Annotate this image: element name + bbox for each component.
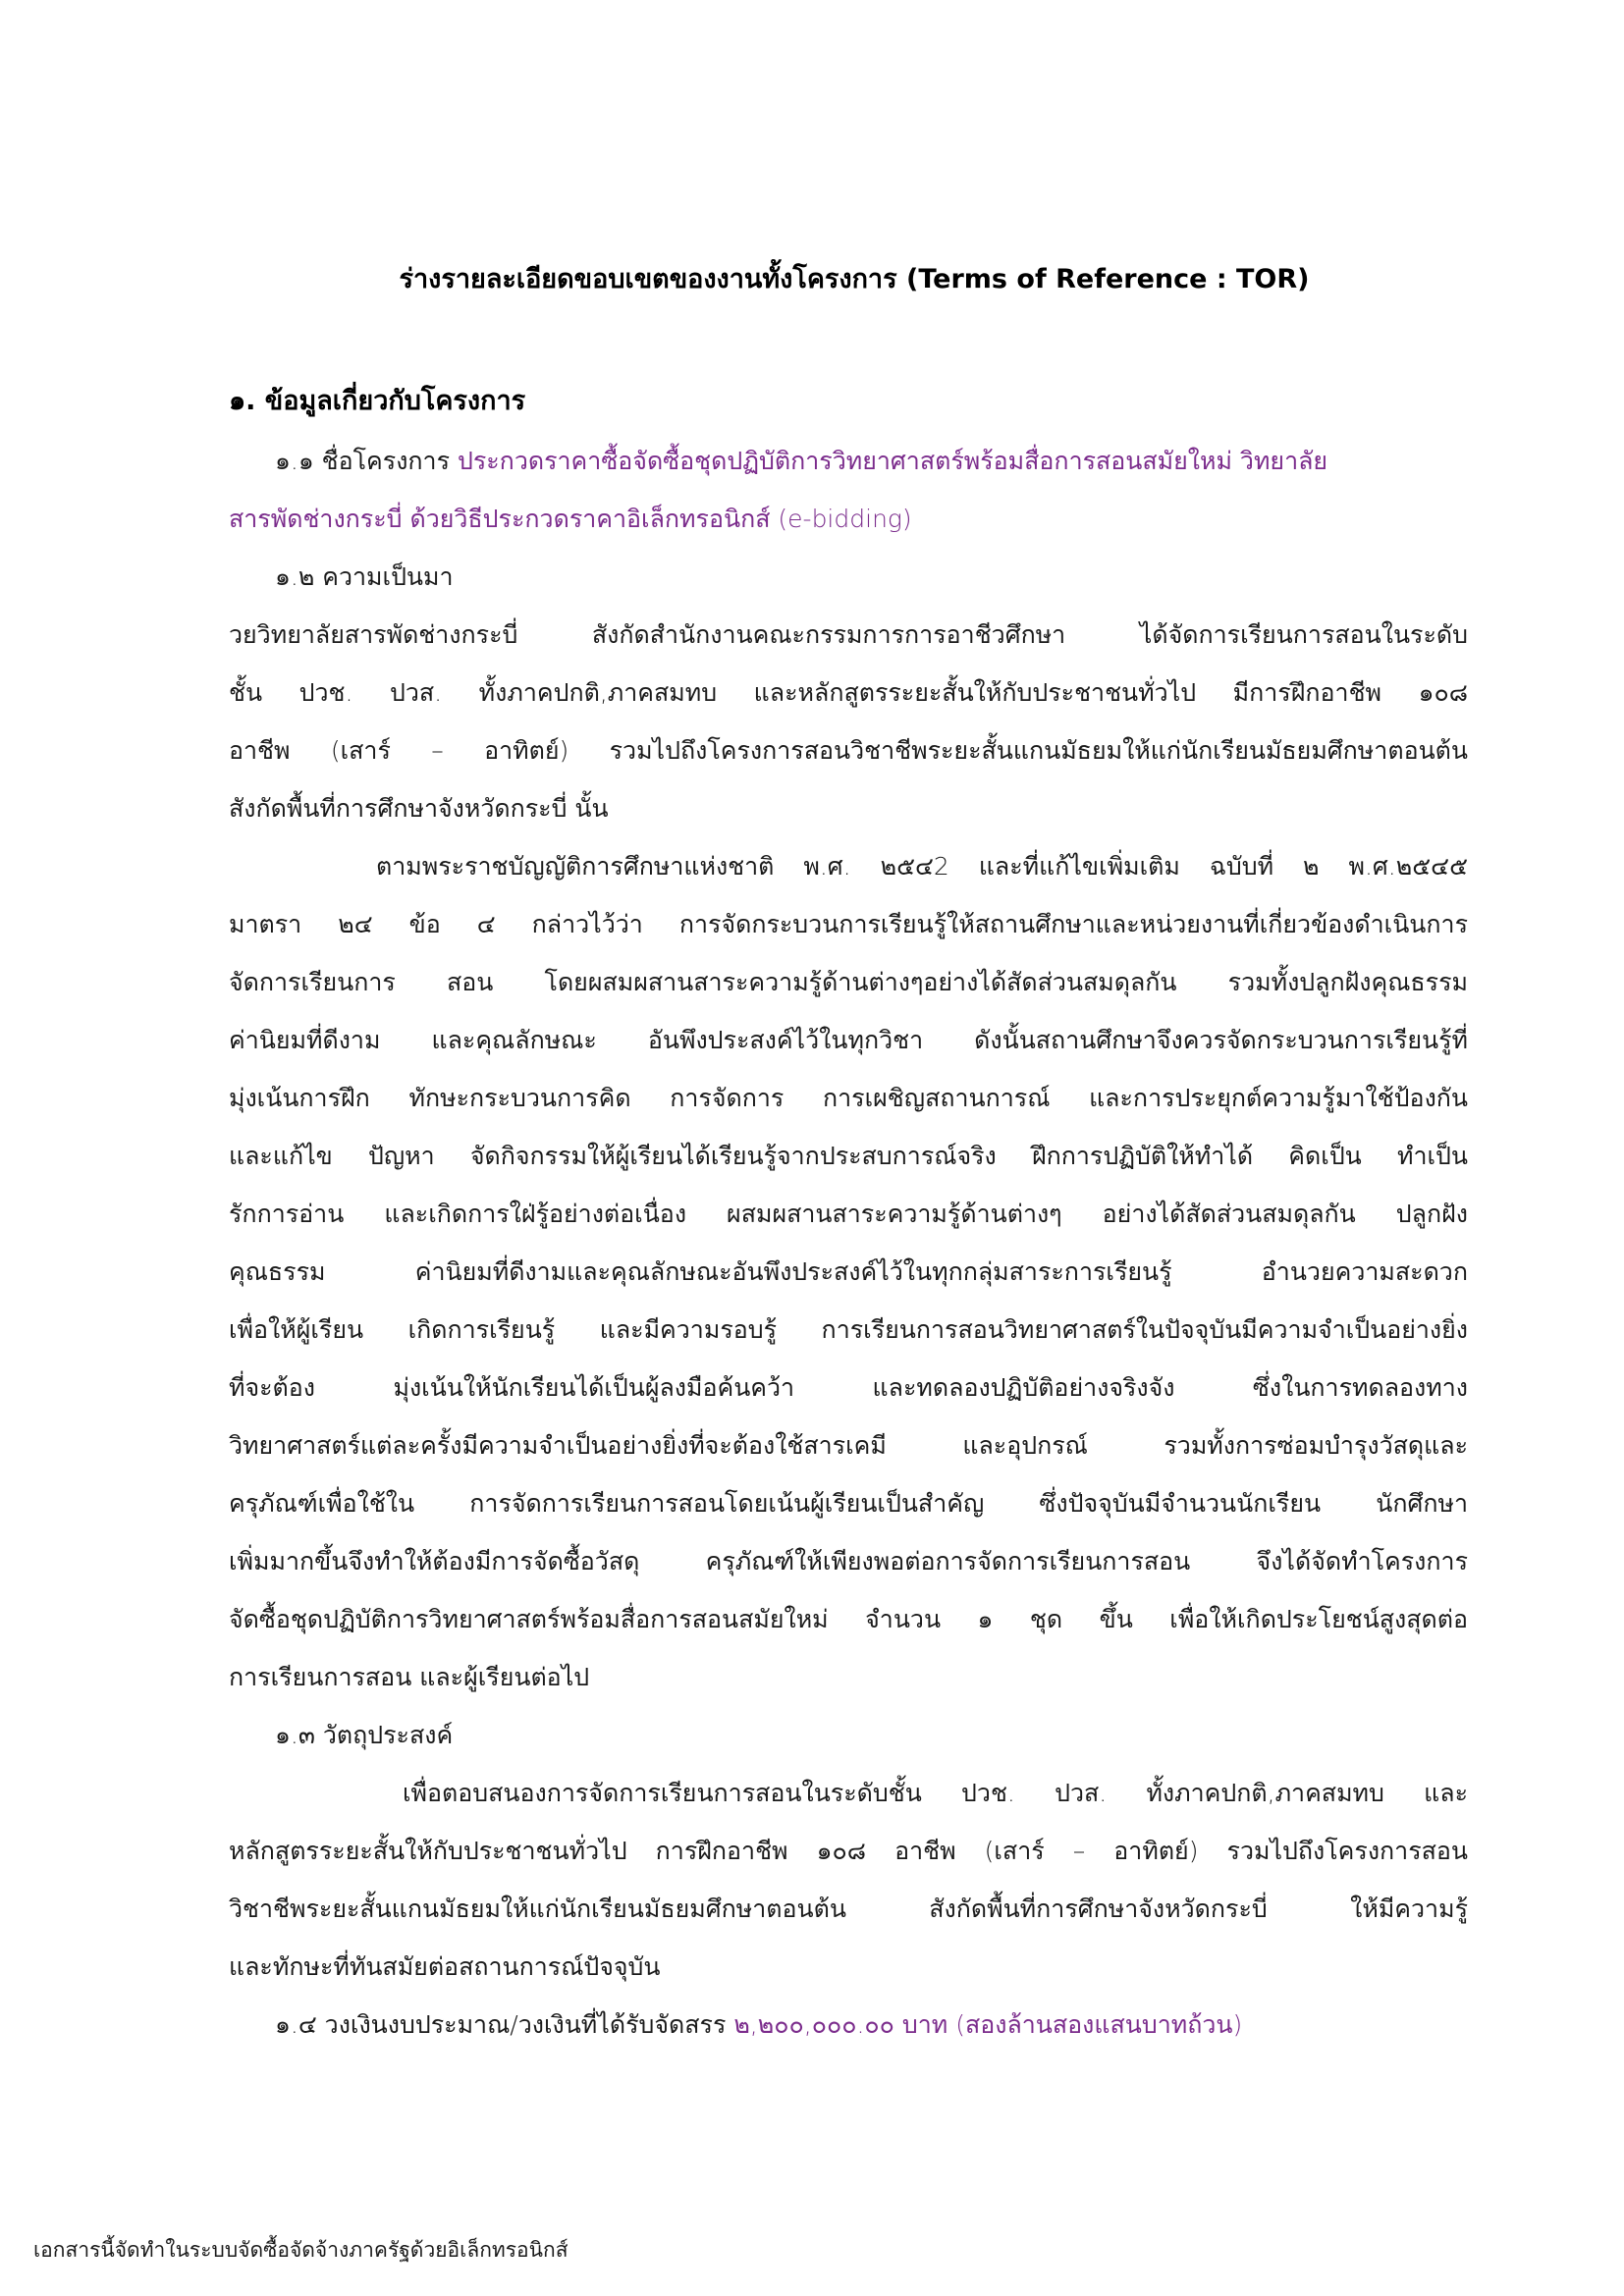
paragraph-line: รักการอ่าน และเกิดการใฝ่รู้อย่างต่อเนื่อง ผสมผสานสาระความรู้ด้านต่างๆ อย่างได้สัดส่วนสมดุลกัน ปลูกฝัง xyxy=(229,1200,1468,1228)
project-name-line xyxy=(275,439,1327,484)
objective-line: และทักษะที่ทันสมัยต่อสถานการณ์ปัจจุบัน xyxy=(229,1952,661,1981)
paragraph-line: ชั้น ปวช. ปวส. ทั้งภาคปกติ,ภาคสมทบ และหลักสูตรระยะสั้นให้กับประชาชนทั่วไป มีการฝึกอาชีพ ๑๐๘ xyxy=(229,678,1468,707)
paragraph-line: และแก้ไข ปัญหา จัดกิจกรรมให้ผู้เรียนได้เรียนรู้จากประสบการณ์จริง ฝึกการปฏิบัติให้ทำได้ คิดเป็น ทำเป็น xyxy=(229,1142,1468,1170)
paragraph-line: มาตรา ๒๔ ข้อ ๔ กล่าวไว้ว่า การจัดกระบวนการเรียนรู้ให้สถานศึกษาและหน่วยงานที่เกี่ยวข้องดำเนินการ xyxy=(229,910,1468,938)
budget-line xyxy=(275,2002,1242,2048)
section-heading-project-info: ๑. ข้อมูลเกี่ยวกับโครงการ xyxy=(229,386,526,416)
project-name-value-cont: สารพัดช่างกระบี่ ด้วยวิธีประกวดราคาอิเล็กทรอนิกส์ (e-bidding) xyxy=(229,505,912,533)
paragraph-line: สังกัดพื้นที่การศึกษาจังหวัดกระบี่ นั้น xyxy=(229,794,609,823)
objective-line: หลักสูตรระยะสั้นให้กับประชาชนทั่วไป การฝึกอาชีพ ๑๐๘ อาชีพ (เสาร์ – อาทิตย์) รวมไปถึงโครงการสอน xyxy=(229,1837,1468,1865)
objective-label: ๑.๓ วัตถุประสงค์ xyxy=(275,1721,454,1749)
paragraph-line: เพื่อให้ผู้เรียน เกิดการเรียนรู้ และมีความรอบรู้ การเรียนการสอนวิทยาศาสตร์ในปัจจุบันมีความจำเป็นอย่างยิ่ง xyxy=(229,1315,1468,1344)
paragraph-line: การเรียนการสอน และผู้เรียนต่อไป xyxy=(229,1663,590,1691)
document-footer: เอกสารนี้จัดทำในระบบจัดซื้อจัดจ้างภาครัฐด้วยอิเล็กทรอนิกส์ xyxy=(33,2238,568,2262)
paragraph-line: เพิ่มมากขึ้นจึงทำให้ต้องมีการจัดซื้อวัสดุ ครุภัณฑ์ให้เพียงพอต่อการจัดการเรียนการสอน จึงได้จัดทำโครงการ xyxy=(229,1547,1468,1575)
paragraph-line: ที่จะต้อง มุ่งเน้นให้นักเรียนได้เป็นผู้ลงมือค้นคว้า และทดลองปฏิบัติอย่างจริงจัง ซึ่งในการทดลองทาง xyxy=(229,1373,1468,1402)
paragraph-line: ค่านิยมที่ดีงาม และคุณลักษณะ อันพึงประสงค์ไว้ในทุกวิชา ดังนั้นสถานศึกษาจึงควรจัดกระบวนการเรียนรู้ที่ xyxy=(229,1026,1468,1054)
document-title: ร่างรายละเอียดขอบเขตของงานทั้งโครงการ (Terms of Reference : TOR) xyxy=(399,264,1310,294)
objective-line: วิชาชีพระยะสั้นแกนมัธยมให้แก่นักเรียนมัธยมศึกษาตอนต้น สังกัดพื้นที่การศึกษาจังหวัดกระบี่ ให้มีความรู้ xyxy=(229,1895,1468,1923)
budget-label: ๑.๔ วงเงินงบประมาณ/วงเงินที่ได้รับจัดสรร xyxy=(275,2010,734,2039)
project-name-value: ประกวดราคาซื้อจัดซื้อชุดปฏิบัติการวิทยาศาสตร์พร้อมสื่อการสอนสมัยใหม่ วิทยาลัย xyxy=(457,447,1328,475)
objective-line: เพื่อตอบสนองการจัดการเรียนการสอนในระดับชั้น ปวช. ปวส. ทั้งภาคปกติ,ภาคสมทบ และ xyxy=(403,1779,1468,1807)
paragraph-line: วยวิทยาลัยสารพัดช่างกระบี่ สังกัดสำนักงานคณะกรรมการการอาชีวศึกษา ได้จัดการเรียนการสอนในระดับ xyxy=(229,620,1468,649)
budget-amount: ๒,๒๐๐,๐๐๐.๐๐ บาท (สองล้านสองแสนบาทถ้วน) xyxy=(733,2010,1243,2039)
paragraph-line: มุ่งเน้นการฝึก ทักษะกระบวนการคิด การจัดการ การเผชิญสถานการณ์ และการประยุกต์ความรู้มาใช้ป้องกัน xyxy=(229,1084,1468,1112)
paragraph-line: จัดซื้อชุดปฏิบัติการวิทยาศาสตร์พร้อมสื่อการสอนสมัยใหม่ จำนวน ๑ ชุด ขึ้น เพื่อให้เกิดประโยชน์สูงสุดต่อ xyxy=(229,1605,1468,1633)
paragraph-line: ครุภัณฑ์เพื่อใช้ใน การจัดการเรียนการสอนโดยเน้นผู้เรียนเป็นสำคัญ ซึ่งปัจจุบันมีจำนวนนักเรียน นักศึกษา xyxy=(229,1489,1468,1518)
paragraph-line: คุณธรรม ค่านิยมที่ดีงามและคุณลักษณะอันพึงประสงค์ไว้ในทุกกลุ่มสาระการเรียนรู้ อำนวยความสะดวก xyxy=(229,1257,1468,1286)
paragraph-line: อาชีพ (เสาร์ – อาทิตย์) รวมไปถึงโครงการสอนวิชาชีพระยะสั้นแกนมัธยมให้แก่นักเรียนมัธยมศึกษาตอนต้น xyxy=(229,736,1468,765)
project-name-label: ๑.๑ ชื่อโครงการ xyxy=(275,447,458,475)
paragraph-line: ตามพระราชบัญญัติการศึกษาแห่งชาติ พ.ศ. ๒๕๔2 และที่แก้ไขเพิ่มเติม ฉบับที่ ๒ พ.ศ.๒๕๔๕ xyxy=(376,852,1468,881)
background-label: ๑.๒ ความเป็นมา xyxy=(275,562,454,591)
paragraph-line: วิทยาศาสตร์แต่ละครั้งมีความจำเป็นอย่างยิ่งที่จะต้องใช้สารเคมี และอุปกรณ์ รวมทั้งการซ่อมบำรุงวัสดุและ xyxy=(229,1431,1468,1460)
paragraph-line: จัดการเรียนการ สอน โดยผสมผสานสาระความรู้ด้านต่างๆอย่างได้สัดส่วนสมดุลกัน รวมทั้งปลูกฝังคุณธรรม xyxy=(229,968,1468,996)
